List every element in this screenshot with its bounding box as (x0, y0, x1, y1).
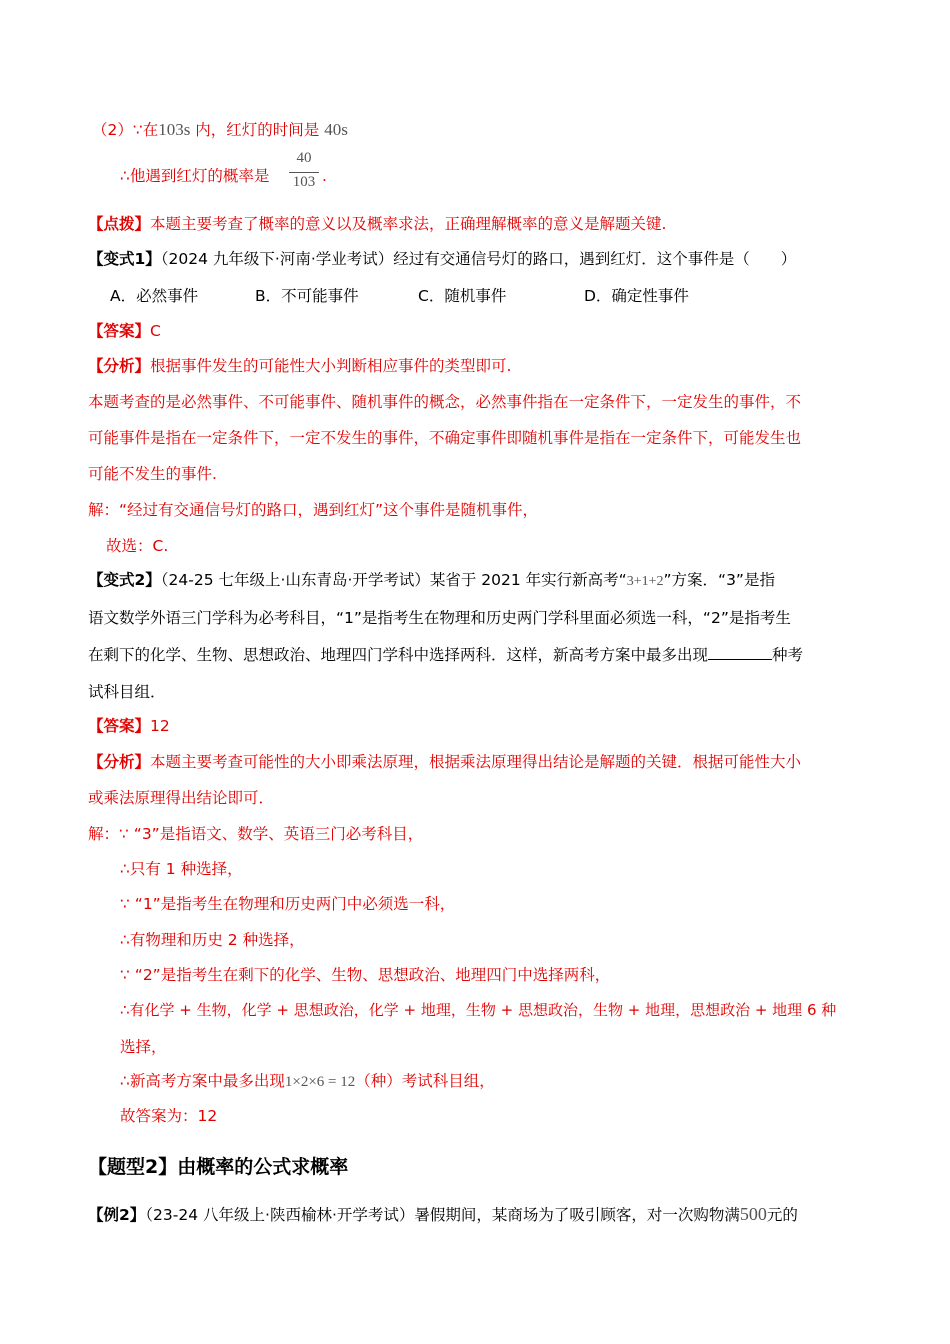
part2-label: （2） (92, 121, 133, 139)
part2-therefore: ∴他遇到红灯的概率是 (120, 167, 270, 185)
option-b: B．不可能事件 (255, 287, 359, 305)
var1-question-line (88, 249, 796, 269)
var2-line-2: 语文数学外语三门学科为必考科目，“1”是指考生在物理和历史两门学科里面必须选一科，“2”是指考生 (88, 609, 791, 627)
example2-tag: 【例2】 (88, 1206, 146, 1224)
dianbo-tag: 【点拨】 (88, 215, 151, 233)
var2-step-1: 解：∵ “3”是指语文、数学、英语三门必考科目， (88, 825, 424, 843)
var1-answer-line (88, 321, 161, 341)
example2-text: 暑假期间，某商场为了吸引顾客，对一次购物满 (414, 1206, 740, 1224)
var1-body-3: 可能不发生的事件. (88, 465, 217, 483)
var2-step-8a: ∴新高考方案中最多出现 (120, 1072, 285, 1090)
example2-source: （23-24 八年级上·陕西榆林·开学考试） (145, 1206, 415, 1224)
var2-step-9: 故答案为：12 (120, 1107, 218, 1125)
var1-analysis-line (88, 356, 511, 376)
var2-source: （24-25 七年级上·山东青岛·开学考试） (160, 571, 430, 589)
example2-line (88, 1204, 798, 1225)
var2-line-1 (88, 570, 775, 592)
var2-step-8 (120, 1071, 495, 1092)
var2-q1-math: 3+1+2 (626, 574, 664, 589)
part2-time-red: 40s (324, 120, 348, 139)
example2-text2: 元的 (766, 1206, 798, 1224)
var2-step-5: ∵ “2”是指考生在剩下的化学、生物、思想政治、地理四门中选择两科， (120, 966, 611, 984)
part2-because: ∵在 (132, 121, 159, 139)
var1-tag: 【变式1】 (88, 250, 161, 268)
var2-q1b: ”方案．“3”是指 (663, 571, 775, 589)
var2-tag: 【变式2】 (88, 571, 161, 589)
var2-answer-tag: 【答案】 (88, 717, 151, 735)
var2-q3a: 在剩下的化学、生物、思想政治、地理四门学科中选择两科．这样，新高考方案中最多出现 (88, 646, 709, 664)
section-title: 【题型2】由概率的公式求概率 (88, 1156, 349, 1178)
var1-body-1: 本题考查的是必然事件、不可能事件、随机事件的概念，必然事件指在一定条件下，一定发生的事件，不 (88, 393, 802, 411)
fraction-bar (289, 172, 319, 173)
var1-analysis: 根据事件发生的可能性大小判断相应事件的类型即可. (150, 357, 512, 375)
part2-time-total: 103s (158, 120, 191, 139)
part2-in-text: 内，红灯的时间是 (190, 121, 325, 139)
var2-analysis-2: 或乘法原理得出结论即可． (88, 789, 275, 807)
var2-step-7: 选择， (120, 1038, 167, 1056)
var1-answer: C (150, 322, 161, 340)
fraction-numerator: 40 (296, 150, 312, 166)
var1-answer-tag: 【答案】 (88, 322, 151, 340)
var2-step-6: ∴有化学 + 生物，化学 + 思想政治，化学 + 地理，生物 + 思想政治，生物 + 地理，思想政治 + 地理 6 种 (120, 1001, 837, 1019)
var2-step-2: ∴只有 1 种选择， (120, 860, 243, 878)
var2-step-4: ∴有物理和历史 2 种选择， (120, 931, 305, 949)
var2-analysis-line (88, 752, 801, 772)
var1-choice: 故选：C. (106, 537, 169, 555)
option-d: D．确定性事件 (584, 287, 689, 305)
var2-answer-line (88, 716, 170, 736)
var2-step-8b: （种）考试科目组， (355, 1072, 495, 1090)
var2-analysis-tag: 【分析】 (88, 753, 151, 771)
var1-analysis-tag: 【分析】 (88, 357, 151, 375)
var2-step-8-math: 1×2×6 = 12 (284, 1074, 356, 1090)
var2-q3b: 种考 (772, 646, 804, 664)
var1-body-2: 可能事件是指在一定条件下，一定不发生的事件，不确定事件即随机事件是指在一定条件下，可能发生也 (88, 429, 802, 447)
part2-line (92, 120, 348, 140)
var1-solution: 解：“经过有交通信号灯的路口，遇到红灯”这个事件是随机事件， (88, 501, 539, 519)
var1-question: 经过有交通信号灯的路口，遇到红灯．这个事件是（ ） (393, 250, 797, 268)
fraction-denominator: 103 (292, 174, 316, 190)
answer-blank (708, 645, 772, 660)
option-a: A．必然事件 (110, 287, 199, 305)
var2-step-3: ∵ “1”是指考生在物理和历史两门中必须选一科， (120, 895, 456, 913)
var1-source: （2024 九年级下·河南·学业考试） (160, 250, 394, 268)
var2-answer: 12 (150, 717, 170, 735)
dianbo-line (88, 214, 666, 234)
var2-line-3 (88, 645, 803, 665)
dianbo-text: 本题主要考查了概率的意义以及概率求法，正确理解概率的意义是解题关键. (150, 215, 667, 233)
var2-analysis-1: 本题主要考查可能性的大小即乘法原理，根据乘法原理得出结论是解题的关键．根据可能性大小 (150, 753, 802, 771)
example2-amount: 500 (739, 1204, 767, 1224)
part2-period: . (322, 167, 327, 185)
var2-line-4: 试科目组． (88, 683, 166, 701)
var2-q1a: 某省于 2021 年实行新高考“ (429, 571, 627, 589)
option-c: C．随机事件 (418, 287, 507, 305)
